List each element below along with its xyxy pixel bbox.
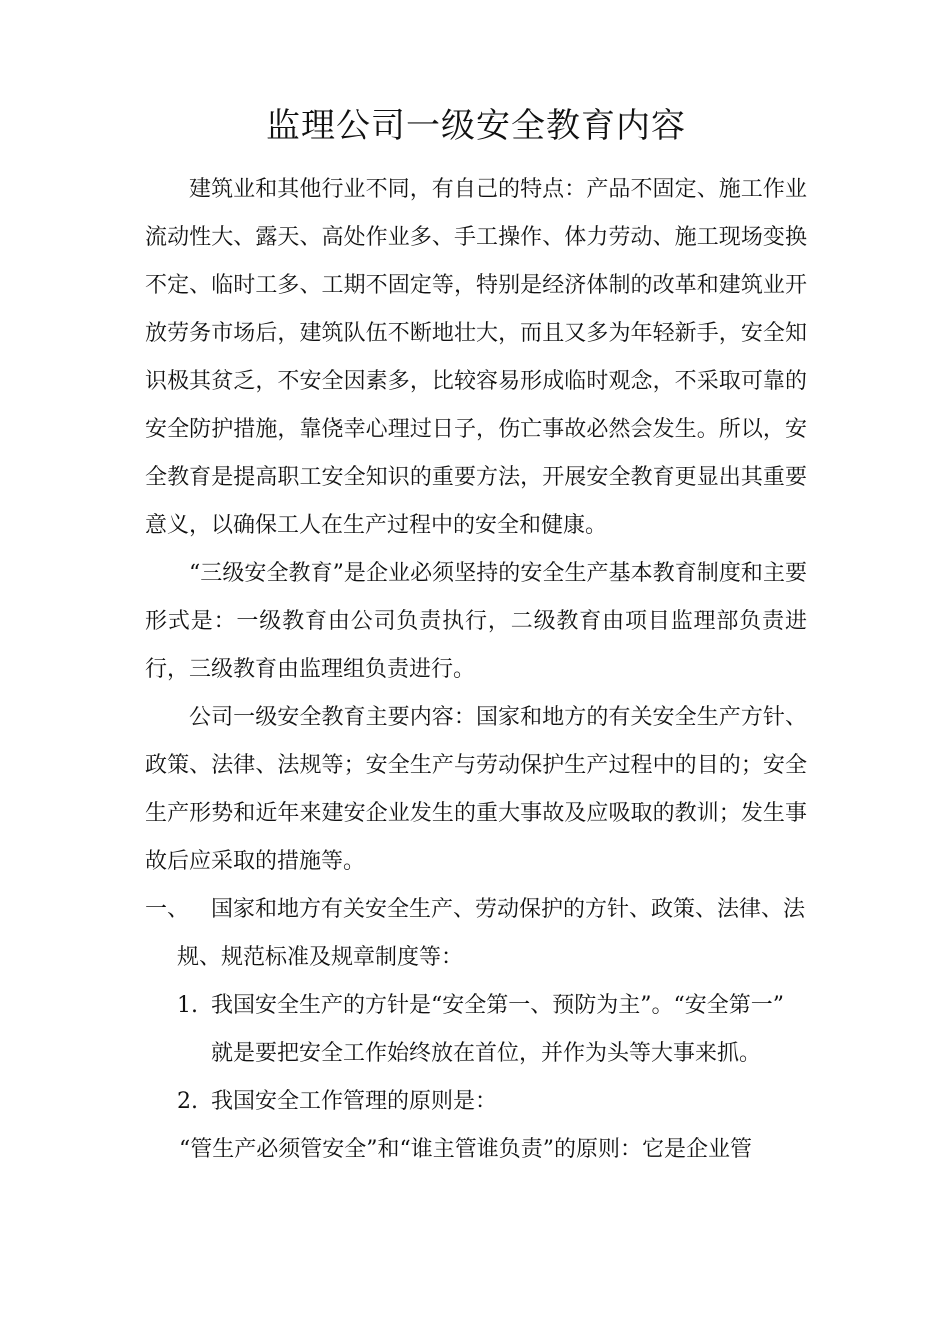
list-item-number: 2. [177,1089,198,1114]
document-page [145,100,807,1174]
section-number: 一、 [145,897,190,922]
paragraph-management-principle: “管生产必须管安全”和“谁主管谁负责”的原则：它是企业管 [179,1137,752,1162]
paragraph-industry-features: 建筑业和其他行业不同，有自己的特点：产品不固定、施工作业流动性大、露天、高处作业多、手工操作、体力劳动、施工现场变换不定、临时工多、工期不固定等，特别是经济体制的改革和建筑业开放劳务市场后，建筑队伍不断地壮大，而且又多为年轻新手，安全知识极其贫乏，不安全因素多，比较容易形成临时观念，不采取可靠的安全防护措施，靠侥幸心理过日子，伤亡事故必然会发生。所以，安全教育是提高职工安全知识的重要方法，开展安全教育更显出其重要意义，以确保工人在生产过程中的安全和健康。 [145,177,807,538]
list-item-1 [145,982,807,1030]
paragraph-three-level-education: “三级安全教育”是企业必须坚持的安全生产基本教育制度和主要形式是：一级教育由公司负责执行，二级教育由项目监理部负责进行，三级教育由监理组负责进行。 [145,561,807,682]
list-item-text: 我国安全工作管理的原则是： [211,1089,498,1114]
section-heading-1 [145,886,807,934]
section-heading-continuation: 规、规范标准及规章制度等： [177,945,464,970]
section-heading-text: 国家和地方有关安全生产、劳动保护的方针、政策、法律、法 [211,897,806,922]
paragraph-level-one-content: 公司一级安全教育主要内容：国家和地方的有关安全生产方针、政策、法律、法规等；安全生产与劳动保护生产过程中的目的；安全生产形势和近年来建安企业发生的重大事故及应吸取的教训；发生事故后应采取的措施等。 [145,705,807,874]
list-item-continuation: 就是要把安全工作始终放在首位，并作为头等大事来抓。 [211,1041,762,1066]
list-item-text: 我国安全生产的方针是“安全第一、预防为主”。“安全第一” [211,993,784,1018]
document-title: 监理公司一级安全教育内容 [266,106,686,146]
list-item-number: 1. [177,993,198,1018]
list-item-2 [145,1078,807,1126]
